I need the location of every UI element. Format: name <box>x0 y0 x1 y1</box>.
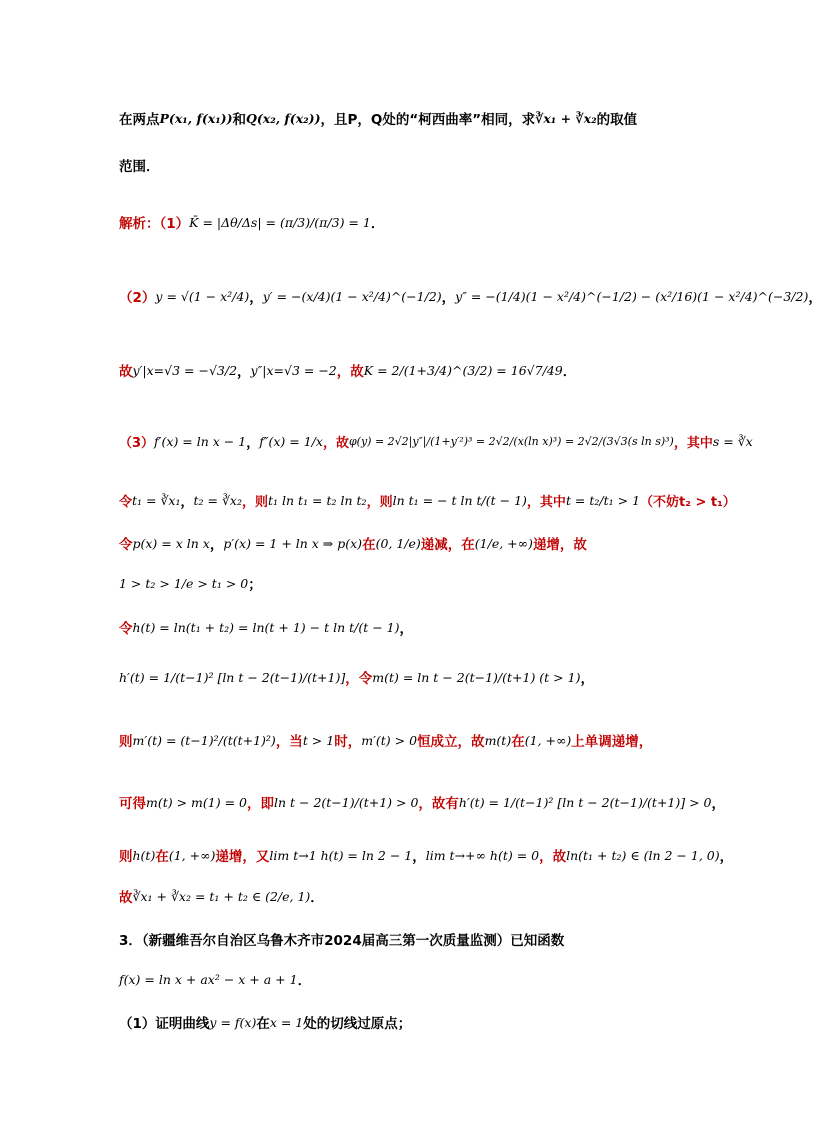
solution-line <box>119 573 764 593</box>
limit-formula: lim t→1 h(t) = ln 2 − 1 <box>269 847 413 863</box>
p-function-formula: p(x) = x ln x <box>132 535 210 551</box>
f-double-prime-formula: f″(x) = 1/x <box>259 434 323 449</box>
problem-3-function <box>119 969 764 989</box>
text: ，即 <box>246 796 274 812</box>
t1-definition: t₁ = ∛x₁ <box>132 493 181 508</box>
text: ，故有 <box>418 796 459 812</box>
text: 处的切线过原点； <box>303 1016 412 1032</box>
average-curvature-formula: K̄ = |Δθ/Δs| = (π/3)/(π/3) = 1 <box>189 214 371 230</box>
text: ， <box>580 671 594 687</box>
text: 则 <box>119 734 133 750</box>
text: 可得 <box>119 796 146 812</box>
solution-line <box>119 667 764 687</box>
function-formula: f(x) = ln x + ax² − x + a + 1 <box>119 971 298 987</box>
h-function: h(t) <box>132 847 156 863</box>
solution-line <box>119 617 764 637</box>
text: 在 <box>256 1016 270 1032</box>
range-formula: ln(t₁ + t₂) ∈ (ln 2 − 1, 0) <box>566 847 720 863</box>
text: 故 <box>119 890 133 906</box>
text: ，故 <box>336 364 364 380</box>
solution-part-2-result: 故 y′|x=√3 = −√3/2 ， y″|x=√3 = −2 ，故 K = 2/(1+3/4)^(3/2) = 16√7/49 ． <box>119 360 764 380</box>
text: 时， <box>334 734 362 750</box>
text: 递增，又 <box>215 849 270 865</box>
text: 的取值 <box>596 112 638 128</box>
text: 令 <box>119 495 133 510</box>
point-q-formula: Q(x₂, f(x₂)) <box>246 110 321 126</box>
t-definition: t = t₂/t₁ > 1 <box>565 493 641 508</box>
condition: m′(t) > 0 <box>361 732 418 748</box>
solution-line: 令 t₁ = ∛x₁ ， t₂ = ∛x₂ ，则 t₁ ln t₁ = t₂ ln t₂ ，则 ln t₁ = − t ln t/(t − 1) ，其中 t = t₂/t₁ > 1 （不妨t₂ > t₁） <box>119 493 736 510</box>
text: ，且P，Q处的“柯西曲率”相同，求 <box>320 112 536 128</box>
text: 令 <box>119 621 133 637</box>
first-derivative-formula: y′ = −(x/4)(1 − x²/4)^(−1/2) <box>262 288 442 304</box>
text: ． <box>297 973 312 989</box>
text: 在两点 <box>119 112 160 128</box>
first-derivative-value: y′|x=√3 = −√3/2 <box>132 362 238 378</box>
text: ，故 <box>322 436 349 451</box>
m-function: m(t) <box>484 732 512 748</box>
h-function-formula: h(t) = ln(t₁ + t₂) = ln(t + 1) − t ln t/(t − 1) <box>132 619 400 635</box>
phi-formula: φ(y) = 2√2|y″|/(1+y′²)³ = 2√2/(x(ln x)³) = 2√2/(3√3(s ln s)³) <box>348 435 674 448</box>
point-p-formula: P(x₁, f(x₁)) <box>159 110 233 126</box>
text: ，则 <box>366 495 393 510</box>
text: （1）证明曲线 <box>119 1016 210 1032</box>
solution-line: 令 p(x) = x ln x ， p′(x) = 1 + ln x ⇒ p(x) 在 (0, 1/e) 递减，在 (1/e, +∞) 递增，故 <box>119 533 764 553</box>
text: ． <box>370 216 385 232</box>
final-range-formula: ∛x₁ + ∛x₂ = t₁ + t₂ ∈ (2/e, 1) <box>132 888 311 904</box>
p-prime-formula: p′(x) = 1 + ln x ⇒ p(x) <box>223 535 363 551</box>
text: 令 <box>119 537 133 553</box>
solution-line <box>119 792 764 812</box>
text: ， <box>399 621 413 637</box>
text: 故 <box>119 364 133 380</box>
text: ，当 <box>275 734 303 750</box>
curve-formula: y = f(x) <box>209 1014 257 1030</box>
text: ，则 <box>242 495 269 510</box>
solution-part-2: （2） y = √(1 − x²/4) ， y′ = −(x/4)(1 − x²/4)^(−1/2) ， y″ = −(1/4)(1 − x²/4)^(−1/2) − (x²/16)(1 − x²/4)^(−3/2) ， <box>119 286 764 306</box>
text: 上单调递增， <box>571 734 653 750</box>
m-prime-formula: m′(t) = (t−1)²/(t(t+1)²) <box>132 732 276 748</box>
note: （不妨t₂ > t₁） <box>640 495 736 510</box>
part-label: （2） <box>119 290 156 306</box>
s-definition: s = ∛x <box>712 434 753 449</box>
text: ， <box>719 849 734 865</box>
h-prime-formula: h′(t) = 1/(t−1)² [ln t − 2(t−1)/(t+1)] <box>119 669 346 685</box>
inequality: m(t) > m(1) = 0 <box>146 794 247 810</box>
text: ，其中 <box>526 495 566 510</box>
text: ； <box>248 577 262 593</box>
m-function-formula: m(t) = ln t − 2(t−1)/(t+1) (t > 1) <box>372 669 581 685</box>
text: 则 <box>119 849 133 865</box>
second-derivative-value: y″|x=√3 = −2 <box>250 362 337 378</box>
solution-part-3: （3） f′(x) = ln x − 1 ， f″(x) = 1/x ，故 φ(y) = 2√2|y″|/(1+y′²)³ = 2√2/(x(ln x)³) = 2√2/(3√3(s ln s)³) ，其中 s = ∛x <box>119 434 753 451</box>
text: 在 <box>155 849 169 865</box>
text: 范围． <box>119 159 160 175</box>
text: 在 <box>362 537 376 553</box>
cube-root-sum-formula: ∛x₁ + ∛x₂ <box>535 110 597 126</box>
text: 和 <box>232 112 246 128</box>
interval: (1, +∞) <box>524 732 572 748</box>
problem-text-line <box>119 155 764 175</box>
text: 递增，故 <box>532 537 587 553</box>
solution-label: 解析：（1） <box>119 216 190 232</box>
limit-formula: lim t→+∞ h(t) = 0 <box>425 847 540 863</box>
text: 3．（新疆维吾尔自治区乌鲁木齐市2024届高三第一次质量监测）已知函数 <box>119 933 565 949</box>
second-derivative-formula: y″ = −(1/4)(1 − x²/4)^(−1/2) − (x²/16)(1 − x²/4)^(−3/2) <box>455 288 809 304</box>
inequality: ln t − 2(t−1)/(t+1) > 0 <box>273 794 419 810</box>
text: ， <box>711 796 726 812</box>
text: 恒成立，故 <box>417 734 485 750</box>
curvature-formula: K = 2/(1+3/4)^(3/2) = 16√7/49 <box>363 362 563 378</box>
interval: (1/e, +∞) <box>474 535 533 551</box>
interval: (0, 1/e) <box>375 535 421 551</box>
text: 在 <box>511 734 525 750</box>
t2-definition: t₂ = ∛x₂ <box>193 493 242 508</box>
text: ，故 <box>539 849 567 865</box>
interval: (1, +∞) <box>168 847 216 863</box>
solution-conclusion <box>119 886 764 906</box>
text: ，令 <box>345 671 373 687</box>
condition: t > 1 <box>302 732 335 748</box>
equation: t₁ ln t₁ = t₂ ln t₂ <box>268 493 367 508</box>
part-label: （3） <box>119 436 155 451</box>
text: 递减，在 <box>420 537 475 553</box>
problem-3-heading <box>119 929 764 949</box>
f-prime-formula: f′(x) = ln x − 1 <box>154 434 247 449</box>
problem-3-part-1 <box>119 1012 764 1032</box>
solution-part-1 <box>119 212 764 232</box>
solution-line: 则 h(t) 在 (1, +∞) 递增，又 lim t→1 h(t) = ln 2 − 1 ， lim t→+∞ h(t) = 0 ，故 ln(t₁ + t₂) ∈ (ln 2 − 1, 0) ， <box>119 845 764 865</box>
text: ，其中 <box>673 436 713 451</box>
solution-line <box>119 730 764 750</box>
ln-t1-formula: ln t₁ = − t ln t/(t − 1) <box>392 493 527 508</box>
problem-text-line <box>119 108 764 128</box>
inequality-chain: 1 > t₂ > 1/e > t₁ > 0 <box>119 575 249 591</box>
x-value: x = 1 <box>269 1014 304 1030</box>
h-prime-inequality: h′(t) = 1/(t−1)² [ln t − 2(t−1)/(t+1)] > 0 <box>458 794 712 810</box>
text: ． <box>310 890 324 906</box>
function-formula: y = √(1 − x²/4) <box>155 288 250 304</box>
